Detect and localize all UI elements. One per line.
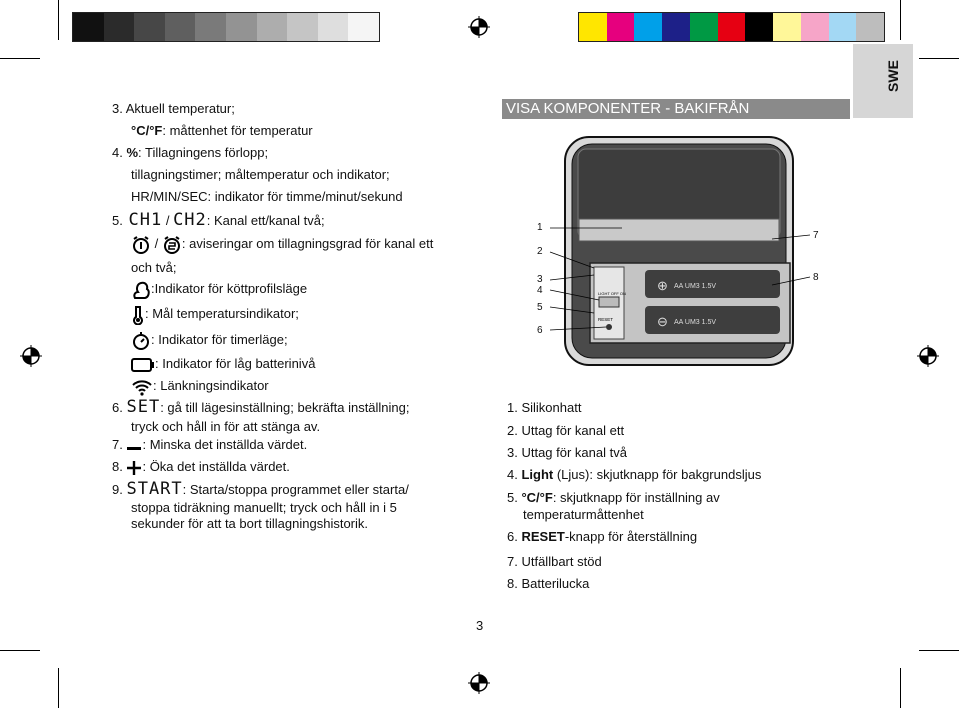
calibration-swatch: [348, 13, 379, 41]
item-text: : Öka det inställda värdet.: [142, 459, 290, 474]
component-item-7: [507, 554, 602, 570]
item-number: 8.: [112, 459, 123, 474]
item-9-line3: sekunder för att ta bort tillagningshistorik.: [131, 516, 369, 531]
calibration-swatch: [73, 13, 104, 41]
crop-mark: [919, 650, 959, 651]
component-item-3: [507, 445, 627, 461]
item-text: :Indikator för köttprofilsläge: [151, 281, 308, 296]
language-tab: [853, 44, 913, 118]
section-header: VISA KOMPONENTER - BAKIFRÅN: [502, 99, 850, 119]
battery-line: [131, 354, 315, 374]
item-text: : Starta/stoppa programmet eller starta/: [182, 482, 409, 497]
item-number: 3.: [507, 445, 518, 460]
separator: /: [154, 236, 159, 251]
item-text: (Ljus): skjutknapp för bakgrundsljus: [553, 467, 762, 482]
item-7: [112, 436, 307, 454]
item-text: : Minska det inställda värdet.: [142, 437, 308, 452]
item-number: 6.: [507, 529, 518, 544]
calibration-swatch: [634, 13, 662, 41]
calibration-swatch: [134, 13, 165, 41]
page-number: 3: [476, 618, 484, 633]
item-text: : Kanal ett/kanal två;: [206, 213, 325, 228]
callout-6: 6: [537, 325, 543, 336]
item-text: : Mål temperatursindikator;: [145, 306, 299, 321]
callout-8: 8: [813, 272, 819, 283]
ch2-icon: CH2: [173, 210, 207, 230]
crop-mark: [900, 668, 901, 708]
color-calibration-bar: [578, 12, 885, 42]
calibration-swatch: [287, 13, 318, 41]
item-4-line2: tillagningstimer; måltemperatur och indikator;: [131, 167, 390, 182]
calibration-swatch: [745, 13, 773, 41]
item-4-line3: HR/MIN/SEC: indikator för timme/minut/sekund: [131, 189, 403, 204]
crop-mark: [0, 58, 40, 59]
component-item-5-cont: [523, 507, 644, 523]
item-text: Utfällbart stöd: [521, 554, 602, 569]
item-text: : Länkningsindikator: [153, 378, 269, 393]
item-6-line2: tryck och håll in för att stänga av.: [131, 419, 321, 434]
crop-mark: [58, 0, 59, 40]
alert-line: [131, 234, 433, 255]
calibration-swatch: [718, 13, 746, 41]
item-3: [112, 101, 235, 117]
wifi-icon: [131, 378, 153, 396]
svg-text:⊖: ⊖: [657, 314, 668, 329]
plus-icon: [126, 460, 142, 476]
calibration-swatch: [226, 13, 257, 41]
calibration-swatch: [165, 13, 196, 41]
calibration-swatch: [773, 13, 801, 41]
calibration-swatch: [829, 13, 857, 41]
item-5: [112, 210, 325, 231]
alarm-1-icon: [131, 235, 151, 255]
item-bold: °C/°F: [521, 490, 553, 505]
timer-icon: [131, 331, 151, 351]
meat-line: [131, 279, 307, 300]
item-3-sub: [131, 123, 313, 139]
calibration-swatch: [257, 13, 288, 41]
component-item-8: [507, 576, 589, 592]
registration-mark-left: [20, 345, 42, 367]
thermometer-icon: [131, 305, 145, 325]
item-number: 3.: [112, 101, 123, 116]
item-text: Aktuell temperatur;: [125, 101, 235, 116]
calibration-swatch: [195, 13, 226, 41]
item-number: 4.: [112, 145, 123, 160]
crop-mark: [0, 650, 40, 651]
callout-7: 7: [813, 230, 819, 241]
item-number: 1.: [507, 400, 518, 415]
reset-button: [606, 324, 612, 330]
item-text: Silikonhatt: [521, 400, 582, 415]
item-bold: RESET: [521, 529, 565, 544]
calibration-swatch: [318, 13, 349, 41]
item-8: [112, 458, 290, 476]
registration-mark-bottom: [468, 672, 490, 694]
switch-label: LIGHT OFF ON: [598, 291, 626, 296]
calibration-swatch: [801, 13, 829, 41]
callout-4: 4: [537, 285, 543, 296]
callout-5: 5: [537, 302, 543, 313]
percent-label: %: [126, 145, 139, 160]
component-item-2: [507, 423, 624, 439]
component-item-4: [507, 467, 761, 483]
item-number: 7.: [507, 554, 518, 569]
item-6: [112, 398, 410, 417]
item-text: : skjutknapp för inställning av: [552, 490, 720, 505]
calibration-swatch: [579, 13, 607, 41]
ch1-icon: CH1: [128, 210, 163, 230]
component-item-1: [507, 400, 581, 416]
reset-label: RESET: [598, 317, 614, 322]
target-line: [131, 304, 299, 325]
svg-text:⊕: ⊕: [657, 278, 668, 293]
item-4: [112, 145, 268, 161]
item-text: temperaturmåttenhet: [523, 507, 644, 522]
crop-mark: [919, 58, 959, 59]
callout-2: 2: [537, 246, 543, 257]
battery-label: AA UM3 1.5V: [674, 319, 717, 326]
separator: /: [165, 213, 170, 228]
item-text: : Tillagningens förlopp;: [138, 145, 269, 160]
calibration-swatch: [104, 13, 135, 41]
unit-label: °C/°F: [131, 123, 163, 138]
component-item-5: [507, 490, 720, 506]
set-key-icon: SET: [126, 397, 161, 417]
item-text: -knapp för återställning: [564, 529, 698, 544]
language-tab-label: SWE: [885, 60, 901, 92]
item-number: 5.: [112, 213, 123, 228]
grayscale-calibration-bar: [72, 12, 380, 42]
calibration-swatch: [856, 13, 884, 41]
item-number: 5.: [507, 490, 518, 505]
item-9: [112, 480, 409, 499]
item-text: : gå till lägesinställning; bekräfta inställning;: [160, 400, 410, 415]
item-number: 7.: [112, 437, 123, 452]
item-text: Batterilucka: [521, 576, 590, 591]
crop-mark: [900, 0, 901, 40]
device-rear-diagram: [532, 135, 827, 370]
item-text: : Indikator för låg batterinivå: [155, 356, 316, 371]
item-number: 2.: [507, 423, 518, 438]
calibration-swatch: [607, 13, 635, 41]
battery-label: AA UM3 1.5V: [674, 283, 717, 290]
item-text: : Indikator för timerläge;: [151, 332, 288, 347]
alarm-2-icon: [162, 235, 182, 255]
item-9-line2: stoppa tidräkning manuellt; tryck och håll in i 5: [131, 500, 397, 515]
item-bold: Light: [521, 467, 554, 482]
item-text: Uttag för kanal två: [521, 445, 627, 460]
wifi-line: [131, 376, 269, 396]
registration-mark-top: [468, 16, 490, 38]
item-number: 8.: [507, 576, 518, 591]
calibration-swatch: [662, 13, 690, 41]
registration-mark-right: [917, 345, 939, 367]
start-key-icon: START: [126, 479, 183, 499]
timer-line: [131, 330, 288, 351]
item-text: : måttenhet för temperatur: [162, 123, 313, 138]
callout-1: 1: [537, 222, 543, 233]
low-battery-icon: [131, 357, 155, 373]
light-switch: [599, 297, 619, 307]
item-number: 4.: [507, 467, 518, 482]
meat-profile-icon: [131, 280, 151, 300]
component-item-6: [507, 529, 697, 545]
alert-line2: och två;: [131, 260, 177, 275]
calibration-swatch: [690, 13, 718, 41]
minus-icon: [126, 439, 142, 453]
item-text: Uttag för kanal ett: [521, 423, 625, 438]
item-number: 6.: [112, 400, 123, 415]
crop-mark: [58, 668, 59, 708]
callout-3: 3: [537, 274, 543, 285]
item-number: 9.: [112, 482, 123, 497]
item-text: : aviseringar om tillagningsgrad för kanal ett: [181, 236, 434, 251]
